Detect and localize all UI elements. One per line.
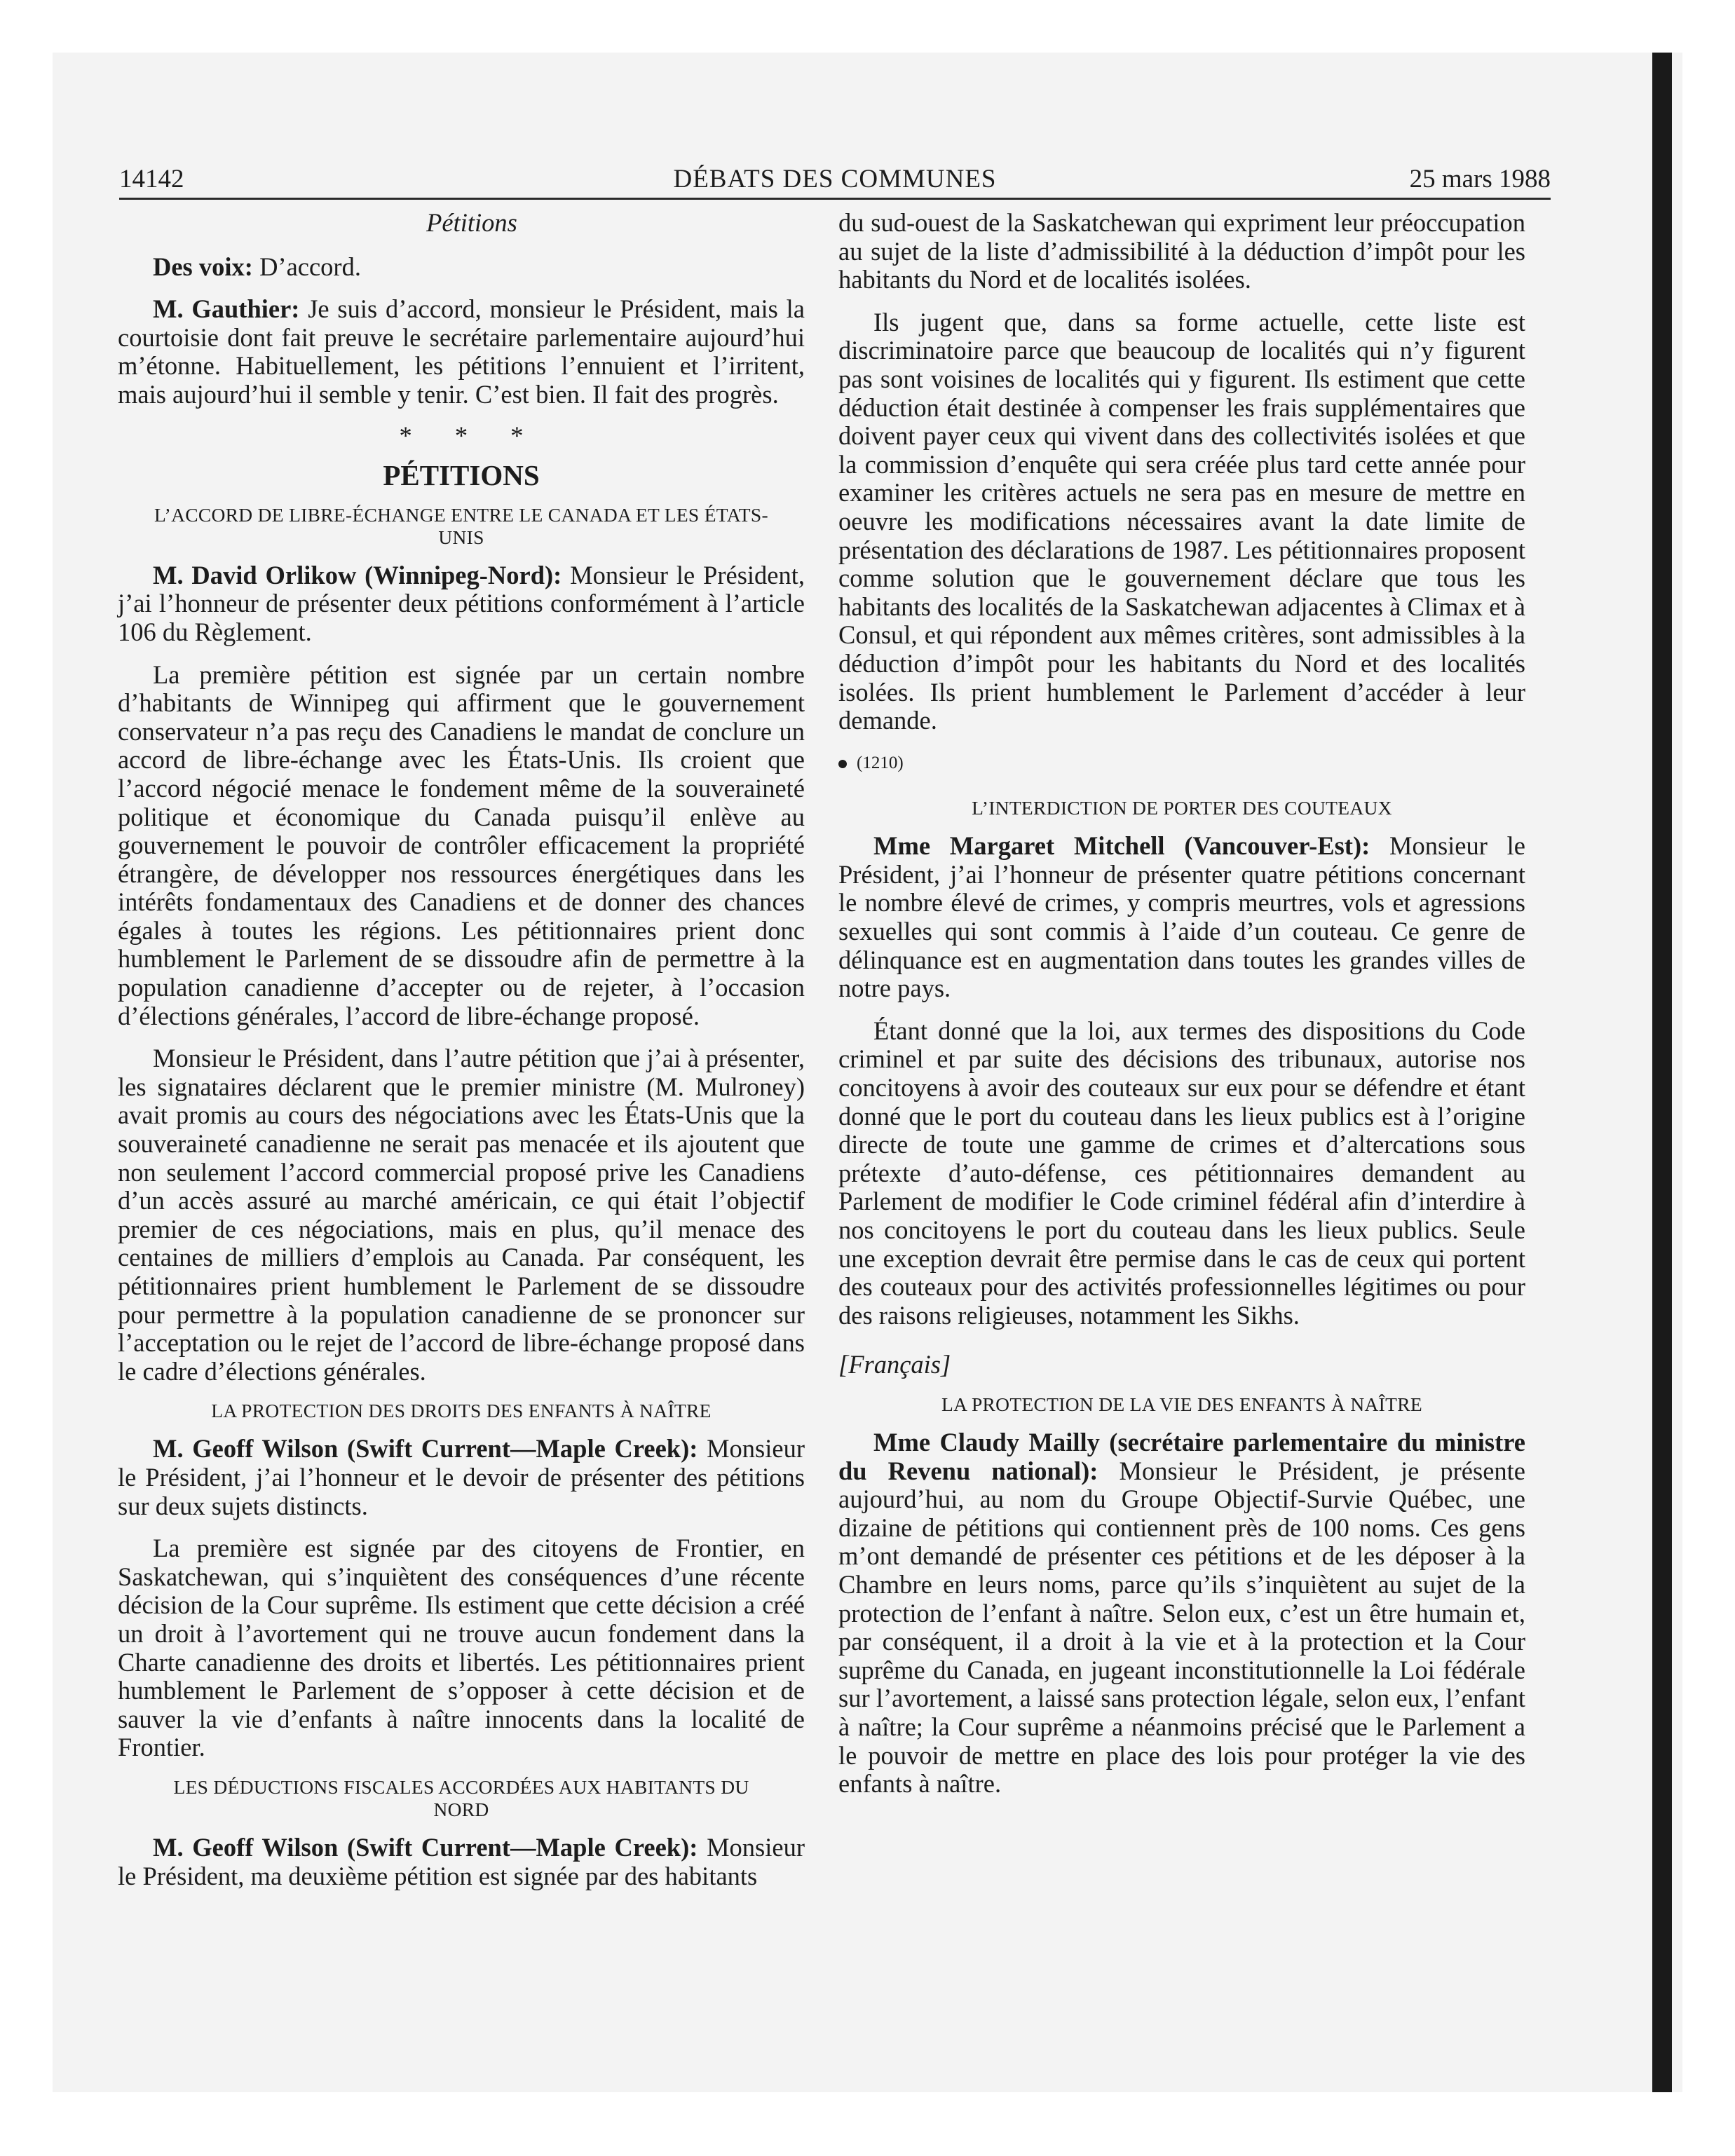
- paragraph: Mme Claudy Mailly (secrétaire parlementaire du ministre du Revenu national): Monsieur le Président, je présente aujourd’hui, au nom du Groupe Objectif-Survie Québec, une dizaine de pétitions qui contiennent près de 100 noms. Ces gens m’ont demandé de présenter ces pétitions et de les déposer à la Chambre en leurs noms, parce qu’ils s’inquiètent au sujet de la protection de l’enfant à naître. Selon eux, c’est un être humain et, par conséquent, il a droit à la vie et à la protection et la Cour suprême du Canada, en jugeant inconstitutionnelle la Loi fédérale sur l’avortement, a laissé sans protection légale, selon eux, l’enfant à naître; la Cour suprême a néanmoins précisé que le Parlement a le pouvoir de mettre en place des lois pour protéger la vie des enfants à naître.: [838, 1427, 1526, 1799]
- paragraph: La première pétition est signée par un certain nombre d’habitants de Winnipeg qui affirment que le gouvernement conservateur n’a pas reçu des Canadiens le mandat de conclure un accord de libre-échange avec les États-Unis. Ils croient que l’accord négocié menace le fondement même de la souveraineté politique et économique du Canada puisqu’il enlève au gouvernement le pouvoir de contrôler efficacement la propriété étrangère, de développer nos ressources énergétiques dans les intérêts fondamentaux des Canadiens et de donner des chances égales à toutes les régions. Les pétitionnaires prient donc humblement le Parlement de se dissoudre afin de permettre à la population canadienne d’accepter ou de rejeter, à l’occasion d’élections générales, l’accord de libre-échange proposé.: [118, 660, 805, 1030]
- subheading: L’ACCORD DE LIBRE-ÉCHANGE ENTRE LE CANADA ET LES ÉTATS-UNIS: [154, 503, 768, 548]
- paragraph: Ils jugent que, dans sa forme actuelle, cette liste est discriminatoire parce que beaucoup de localités qui n’y figurent pas sont voisines de localités qui y figurent. Ils estiment que cette déduction était destinée à compenser les frais supplémentaires que doivent payer ceux qui vivent dans des collectivités isolées et que la commission d’enquête qui sera créée plus tard cette année pour examiner les critères actuels ne sera pas en mesure de mettre en oeuvre les modifications nécessaires avant la date limite de présentation des déclarations de 1987. Les pétitionnaires proposent comme solution que le gouvernement déclare que tous les habitants des localités de la Saskatchewan adjacentes à Climax et à Consul, et qui répondent aux mêmes critères, sont admissibles à la déduction d’impôt pour les habitants du Nord et des localités isolées. Ils prient humblement le Parlement d’accéder à leur demande.: [838, 307, 1525, 735]
- paragraph: M. Geoff Wilson (Swift Current—Maple Creek): Monsieur le Président, j’ai l’honneur et le devoir de présenter des pétitions sur deux sujets distincts.: [118, 1434, 805, 1520]
- paragraph: Mme Margaret Mitchell (Vancouver-Est): Monsieur le Président, j’ai l’honneur de présenter quatre pétitions concernant le nombre élevé de crimes, y compris meurtres, vols et agressions sexuelles qui sont commis à l’aide d’un couteau. Ce genre de délinquance est en augmentation dans toutes les grandes villes de notre pays.: [838, 831, 1525, 1003]
- speaker: M. Geoff Wilson (Swift Current—Maple Creek):: [153, 1434, 698, 1464]
- paragraph: Monsieur le Président, dans l’autre pétition que j’ai à présenter, les signataires déclarent que le premier ministre (M. Mulroney) avait promis au cours des négociations avec les États-Unis que la souveraineté canadienne ne serait pas menacée et ils ajoutent que non seulement l’accord commercial proposé prive les Canadiens d’un accès assuré au marché américain, ce qui était l’objectif premier de ces négociations, mais en plus, qu’il menace des centaines de milliers d’emplois au Canada. Par conséquent, les pétitionnaires prient humblement le Parlement de se dissoudre pour permettre à la population canadienne de se prononcer sur l’acceptation ou le rejet de l’accord de libre-échange proposé dans le cadre d’élections générales.: [118, 1044, 805, 1386]
- page-header: [119, 158, 1551, 200]
- subheading: LA PROTECTION DES DROITS DES ENFANTS À NAÎTRE: [211, 1400, 712, 1422]
- speaker: Mme Claudy Mailly (secrétaire parlementaire du ministre du Revenu national):: [838, 1427, 1525, 1485]
- section-separator: * * *: [399, 421, 542, 450]
- speaker: Mme Margaret Mitchell (Vancouver-Est):: [873, 831, 1370, 861]
- speaker: Des voix:: [153, 252, 253, 281]
- right-column: [838, 209, 1525, 1799]
- page-number: 14142: [119, 165, 184, 193]
- language-marker: [Français]: [838, 1350, 951, 1379]
- running-head: Pétitions: [426, 208, 517, 237]
- speaker: M. David Orlikow (Winnipeg-Nord):: [153, 560, 562, 589]
- paragraph: M. Geoff Wilson (Swift Current—Maple Creek): Monsieur le Président, ma deuxième pétition est signée par des habitants: [118, 1832, 805, 1890]
- bullet-icon: [838, 760, 847, 768]
- subheading: L’INTERDICTION DE PORTER DES COUTEAUX: [972, 797, 1392, 819]
- paragraph: M. David Orlikow (Winnipeg-Nord): Monsieur le Président, j’ai l’honneur de présenter deux pétitions conformément à l’article 106 du Règlement.: [118, 560, 805, 646]
- paragraph: M. Gauthier: Je suis d’accord, monsieur le Président, mais la courtoisie dont fait preuve le secrétaire parlementaire aujourd’hui m’étonne. Habituellement, les pétitions l’ennuient et l’irritent, mais aujourd’hui il semble y tenir. C’est bien. Il fait des progrès.: [118, 294, 805, 409]
- journal-title: DÉBATS DES COMMUNES: [673, 165, 997, 193]
- paragraph: Étant donné que la loi, aux termes des dispositions du Code criminel et par suite des décisions des tribunaux, autorise nos concitoyens à avoir des couteaux sur eux pour se défendre et étant donné que le port du couteau dans les lieux publics est à l’origine directe de toute une gamme de crimes et d’altercations sous prétexte d’auto-défense, ces pétitionnaires demandent au Parlement de modifier le Code criminel fédéral afin d’interdire à nos concitoyens le port du couteau dans les lieux publics. Seule une exception devrait être permise dans le cas de ceux qui portent des couteaux pour des activités professionnelles légitimes ou pour des raisons religieuses, notamment les Sikhs.: [838, 1016, 1525, 1330]
- paragraph: Des voix: D’accord.: [153, 252, 361, 281]
- issue-date: 25 mars 1988: [1409, 165, 1551, 193]
- subheading: LA PROTECTION DE LA VIE DES ENFANTS À NAÎTRE: [941, 1393, 1422, 1415]
- speaker: M. Gauthier:: [153, 294, 300, 324]
- subheading: LES DÉDUCTIONS FISCALES ACCORDÉES AUX HABITANTS DU NORD: [173, 1775, 749, 1820]
- paragraph: La première est signée par des citoyens de Frontier, en Saskatchewan, qui s’inquiètent des conséquences d’une récente décision de la Cour suprême. Ils estiment que cette décision a créé un droit à l’avortement qui ne trouve aucun fondement dans la Charte canadienne des droits et libertés. Les pétitionnaires prient humblement le Parlement de s’opposer à cette décision et de sauver la vie d’enfants à naître innocents dans la localité de Frontier.: [118, 1534, 805, 1762]
- timestamp: (1210): [838, 749, 1525, 778]
- paragraph: du sud-ouest de la Saskatchewan qui expriment leur préoccupation au sujet de la liste d’admissibilité à la déduction d’impôt pour les habitants du Nord et de localités isolées.: [838, 208, 1525, 294]
- section-title: PÉTITIONS: [383, 459, 540, 492]
- speaker: M. Geoff Wilson (Swift Current—Maple Creek):: [153, 1832, 698, 1862]
- scan-edge: [1652, 53, 1672, 2092]
- left-column: [118, 209, 805, 1890]
